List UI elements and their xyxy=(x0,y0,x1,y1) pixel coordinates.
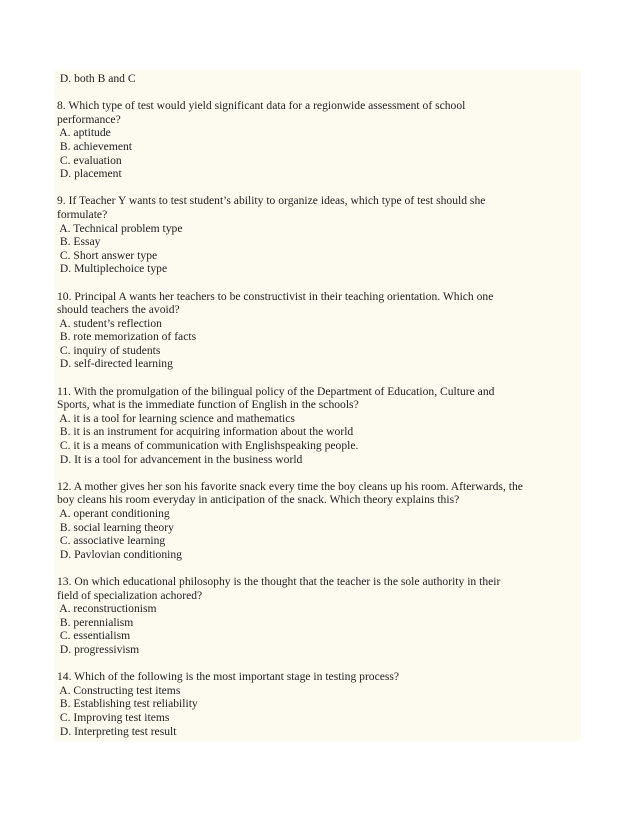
question-prompt-line: should teachers the avoid? xyxy=(57,303,180,317)
question-block xyxy=(57,670,581,738)
question-prompt-line: 14. Which of the following is the most important stage in testing process? xyxy=(57,670,400,684)
question-gap xyxy=(57,181,581,195)
answer-option: C. associative learning xyxy=(57,534,166,548)
question-block xyxy=(57,480,581,562)
question-gap xyxy=(57,657,581,671)
answer-option: C. Short answer type xyxy=(57,248,158,262)
answer-option: C. Improving test items xyxy=(57,710,170,724)
answer-option: A. aptitude xyxy=(57,126,111,140)
question-prompt-line: formulate? xyxy=(57,207,108,221)
answer-option: B. social learning theory xyxy=(57,520,174,534)
answer-option: B. rote memorization of facts xyxy=(57,330,197,344)
question-prompt-line: 12. A mother gives her son his favorite snack every time the boy cleans up his room. Afterwards, the xyxy=(57,479,523,493)
question-prompt-line: 9. If Teacher Y wants to test student’s ability to organize ideas, which type of test should she xyxy=(57,194,486,208)
question-gap xyxy=(57,466,581,480)
answer-option: D. It is a tool for advancement in the business world xyxy=(57,452,303,466)
question-prompt-line: 13. On which educational philosophy is the thought that the teacher is the sole authority in their xyxy=(57,574,501,588)
answer-option: A. it is a tool for learning science and mathematics xyxy=(57,411,295,425)
question-block xyxy=(57,194,581,276)
answer-option: A. student’s reflection xyxy=(57,316,162,330)
answer-option: B. achievement xyxy=(57,139,133,153)
question-gap xyxy=(57,276,581,290)
lead-option: D. both B and C xyxy=(57,72,136,85)
answer-option: D. self-directed learning xyxy=(57,357,173,371)
question-block xyxy=(57,290,581,372)
answer-option: A. Constructing test items xyxy=(57,683,181,697)
question-prompt-line: field of specialization achored? xyxy=(57,588,203,602)
answer-option: A. operant conditioning xyxy=(57,507,170,520)
question-gap xyxy=(57,371,581,385)
answer-option: C. it is a means of communication with Englishspeaking people. xyxy=(57,439,359,453)
question-block xyxy=(57,575,581,657)
question-prompt-line: 10. Principal A wants her teachers to be constructivist in their teaching orientation. Which one xyxy=(57,289,494,303)
question-prompt-line: 11. With the promulgation of the bilingual policy of the Department of Education, Culture and xyxy=(57,384,495,398)
answer-option: D. Pavlovian conditioning xyxy=(57,547,182,561)
answer-option: C. evaluation xyxy=(57,153,122,167)
question-block xyxy=(57,385,581,467)
question-prompt-line: Sports, what is the immediate function of English in the schools? xyxy=(57,398,359,412)
answer-option: D. Interpreting test result xyxy=(57,724,177,738)
question-gap xyxy=(57,86,581,100)
answer-option: B. perennialism xyxy=(57,615,134,629)
answer-option: D. Multiplechoice type xyxy=(57,262,168,276)
answer-option: B. Establishing test reliability xyxy=(57,697,198,711)
answer-option: B. Essay xyxy=(57,235,101,249)
answer-option: A. Technical problem type xyxy=(57,221,183,235)
quiz-content xyxy=(57,72,581,738)
question-prompt-line: performance? xyxy=(57,112,121,126)
answer-option: C. inquiry of students xyxy=(57,343,161,357)
answer-option: A. reconstructionism xyxy=(57,602,157,616)
question-prompt-line: 8. Which type of test would yield significant data for a regionwide assessment of school xyxy=(57,99,466,113)
question-gap xyxy=(57,561,581,575)
answer-option: B. it is an instrument for acquiring information about the world xyxy=(57,425,354,439)
answer-option: D. progressivism xyxy=(57,642,140,656)
question-block xyxy=(57,99,581,181)
answer-option: C. essentialism xyxy=(57,629,131,643)
question-prompt-line: boy cleans his room everyday in anticipation of the snack. Which theory explains this? xyxy=(57,493,460,507)
answer-option: D. placement xyxy=(57,167,122,181)
